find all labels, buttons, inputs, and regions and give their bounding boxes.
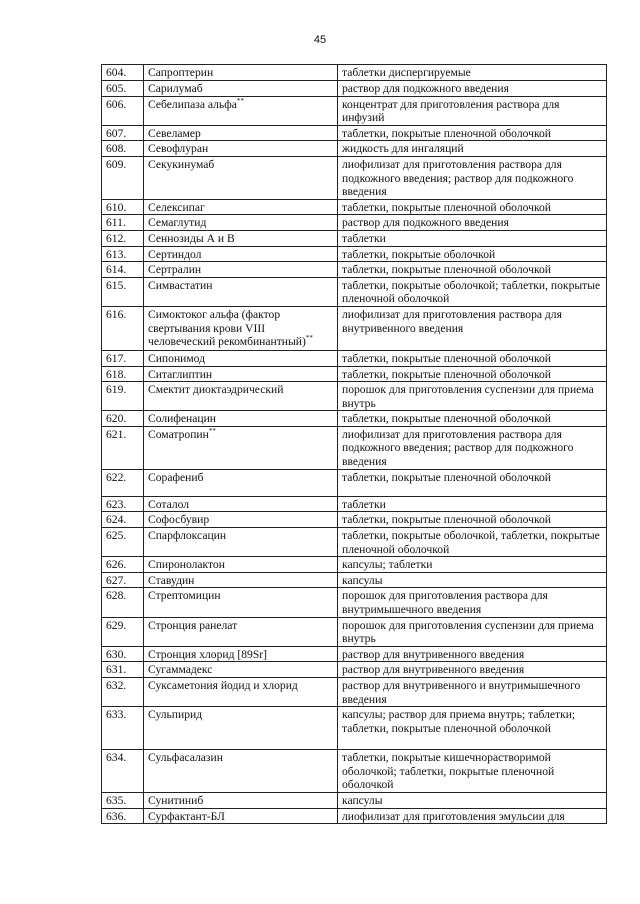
dosage-form: таблетки, покрытые кишечнорастворимой оболочкой; таблетки, покрытые пленочной оболочкой: [338, 750, 607, 793]
drug-name: Сорафениб: [148, 470, 204, 484]
row-number: 626.: [102, 557, 144, 573]
table-row: [102, 793, 607, 809]
drug-name: Селексипаг: [148, 200, 205, 214]
drug-name: Смектит диоктаэдрический: [148, 383, 284, 397]
table-row: [102, 588, 607, 617]
row-number: 606.: [102, 96, 144, 125]
drug-name-cell: [144, 678, 338, 707]
drug-name: Солифенацин: [148, 412, 216, 426]
drug-name-cell: [144, 230, 338, 246]
drug-name: Сапроптерин: [148, 66, 214, 79]
drug-name: Сеннозиды А и В: [148, 231, 235, 245]
table-row: [102, 411, 607, 427]
dosage-form: таблетки, покрытые пленочной оболочкой: [338, 411, 607, 427]
drug-name-cell: [144, 262, 338, 278]
table-row: [102, 528, 607, 557]
table-row: [102, 215, 607, 231]
drug-name: Софосбувир: [148, 513, 210, 527]
table-row: [102, 366, 607, 382]
table-row: [102, 199, 607, 215]
row-number: 633.: [102, 707, 144, 750]
dosage-form: таблетки, покрытые пленочной оболочкой: [338, 125, 607, 141]
drug-name-cell: [144, 793, 338, 809]
dosage-form: таблетки, покрытые пленочной оболочкой: [338, 512, 607, 528]
drug-name-cell: [144, 215, 338, 231]
dosage-form: таблетки, покрытые пленочной оболочкой: [338, 262, 607, 278]
table-row: [102, 81, 607, 97]
drug-name-cell: [144, 246, 338, 262]
row-number: 604.: [102, 65, 144, 81]
footnote-mark: **: [208, 427, 216, 436]
drug-name: Себелипаза альфа: [148, 97, 237, 111]
drug-name-cell: [144, 662, 338, 678]
dosage-form: таблетки, покрытые оболочкой: [338, 246, 607, 262]
table-row: [102, 141, 607, 157]
row-number: 636.: [102, 808, 144, 824]
drug-name: Сарилумаб: [148, 82, 203, 95]
table-row: [102, 306, 607, 350]
drug-name-cell: [144, 426, 338, 469]
row-number: 605.: [102, 81, 144, 97]
drug-name: Ситаглиптин: [148, 367, 213, 381]
drug-name-cell: [144, 366, 338, 382]
row-number: 621.: [102, 426, 144, 469]
dosage-form: капсулы; раствор для приема внутрь; таблетки; таблетки, покрытые пленочной оболочкой: [338, 707, 607, 750]
table-row: [102, 469, 607, 496]
drug-name-cell: [144, 617, 338, 646]
table-row: [102, 350, 607, 366]
dosage-form: таблетки диспергируемые: [338, 65, 607, 81]
drug-name-cell: [144, 411, 338, 427]
drug-name: Суксаметония йодид и хлорид: [148, 679, 298, 692]
drug-name: Сертиндол: [148, 247, 202, 261]
dosage-form: лиофилизат для приготовления раствора для внутривенного введения: [338, 306, 607, 350]
table-row: [102, 230, 607, 246]
table-row: [102, 678, 607, 707]
drug-name-cell: [144, 141, 338, 157]
drug-name: Сугаммадекс: [148, 663, 213, 677]
drug-name: Соталол: [148, 497, 190, 511]
table-row: [102, 707, 607, 750]
table-row: [102, 426, 607, 469]
table-row: [102, 646, 607, 662]
row-number: 623.: [102, 496, 144, 512]
dosage-form: таблетки: [338, 496, 607, 512]
dosage-form: таблетки, покрытые пленочной оболочкой: [338, 199, 607, 215]
dosage-form: лиофилизат для приготовления эмульсии для: [338, 808, 607, 824]
row-number: 609.: [102, 156, 144, 199]
drug-name: Семаглутид: [148, 216, 207, 230]
dosage-form: порошок для приготовления суспензии для приема внутрь: [338, 617, 607, 646]
drug-name-cell: [144, 646, 338, 662]
table-row: [102, 382, 607, 411]
dosage-form: раствор для внутривенного введения: [338, 662, 607, 678]
table-row: [102, 262, 607, 278]
row-number: 616.: [102, 306, 144, 350]
drug-name: Сипонимод: [148, 351, 206, 365]
row-number: 625.: [102, 528, 144, 557]
drug-name: Сурфактант-БЛ: [148, 809, 225, 823]
drug-name-cell: [144, 557, 338, 573]
drug-name-cell: [144, 156, 338, 199]
dosage-form: концентрат для приготовления раствора для инфузий: [338, 96, 607, 125]
drug-name: Сульпирид: [148, 708, 203, 722]
row-number: 631.: [102, 662, 144, 678]
row-number: 611.: [102, 215, 144, 231]
row-number: 624.: [102, 512, 144, 528]
drug-name-cell: [144, 350, 338, 366]
drug-name: Симоктоког альфа (фактор свертывания крови VIII человеческий рекомбинантный): [148, 307, 306, 349]
drug-name-cell: [144, 382, 338, 411]
row-number: 634.: [102, 750, 144, 793]
table-row: [102, 750, 607, 793]
drug-list-body: [102, 65, 607, 824]
drug-name: Сертралин: [148, 263, 202, 277]
dosage-form: таблетки, покрытые пленочной оболочкой: [338, 469, 607, 496]
row-number: 617.: [102, 350, 144, 366]
dosage-form: таблетки, покрытые пленочной оболочкой: [338, 366, 607, 382]
row-number: 630.: [102, 646, 144, 662]
row-number: 628.: [102, 588, 144, 617]
table-row: [102, 662, 607, 678]
drug-name-cell: [144, 588, 338, 617]
drug-name-cell: [144, 81, 338, 97]
dosage-form: лиофилизат для приготовления раствора для подкожного введения; раствор для подкожного введения: [338, 426, 607, 469]
row-number: 613.: [102, 246, 144, 262]
drug-name-cell: [144, 65, 338, 81]
table-row: [102, 496, 607, 512]
drug-name-cell: [144, 707, 338, 750]
row-number: 618.: [102, 366, 144, 382]
dosage-form: раствор для подкожного введения: [338, 81, 607, 97]
row-number: 635.: [102, 793, 144, 809]
dosage-form: капсулы; таблетки: [338, 557, 607, 573]
drug-name: Соматропин: [148, 427, 209, 441]
table-row: [102, 557, 607, 573]
dosage-form: таблетки, покрытые пленочной оболочкой: [338, 350, 607, 366]
dosage-form: порошок для приготовления суспензии для приема внутрь: [338, 382, 607, 411]
table-row: [102, 808, 607, 824]
drug-name-cell: [144, 572, 338, 588]
dosage-form: раствор для подкожного введения: [338, 215, 607, 231]
table-row: [102, 125, 607, 141]
row-number: 614.: [102, 262, 144, 278]
drug-name-cell: [144, 750, 338, 793]
drug-name: Стрептомицин: [148, 589, 221, 603]
row-number: 607.: [102, 125, 144, 141]
drug-name-cell: [144, 808, 338, 824]
drug-name: Сунитиниб: [148, 794, 204, 808]
row-number: 619.: [102, 382, 144, 411]
table-row: [102, 246, 607, 262]
dosage-form: раствор для внутривенного введения: [338, 646, 607, 662]
row-number: 610.: [102, 199, 144, 215]
drug-name-cell: [144, 496, 338, 512]
drug-name: Ставудин: [148, 573, 195, 587]
drug-name: Спиронолактон: [148, 558, 225, 572]
table-row: [102, 512, 607, 528]
table-row: [102, 96, 607, 125]
drug-name-cell: [144, 96, 338, 125]
drug-name-cell: [144, 528, 338, 557]
table-row: [102, 572, 607, 588]
drug-name-cell: [144, 469, 338, 496]
drug-name-cell: [144, 512, 338, 528]
page-number: 45: [313, 34, 327, 46]
drug-name: Севофлуран: [148, 142, 209, 156]
row-number: 608.: [102, 141, 144, 157]
dosage-form: порошок для приготовления раствора для внутримышечного введения: [338, 588, 607, 617]
table-row: [102, 65, 607, 81]
row-number: 632.: [102, 678, 144, 707]
drug-name: Стронция ранелат: [148, 618, 238, 632]
table-row: [102, 617, 607, 646]
dosage-form: капсулы: [338, 572, 607, 588]
row-number: 622.: [102, 469, 144, 496]
table-row: [102, 277, 607, 306]
row-number: 620.: [102, 411, 144, 427]
drug-name-cell: [144, 125, 338, 141]
dosage-form: таблетки: [338, 230, 607, 246]
drug-name: Севеламер: [148, 126, 201, 140]
footnote-mark: **: [236, 96, 244, 105]
row-number: 615.: [102, 277, 144, 306]
drug-name: Стронция хлорид [89Sr]: [148, 647, 268, 661]
table-row: [102, 156, 607, 199]
row-number: 627.: [102, 572, 144, 588]
dosage-form: жидкость для ингаляций: [338, 141, 607, 157]
dosage-form: раствор для внутривенного и внутримышечного введения: [338, 678, 607, 707]
drug-name-cell: [144, 199, 338, 215]
dosage-form: таблетки, покрытые оболочкой, таблетки, покрытые пленочной оболочкой: [338, 528, 607, 557]
drug-name: Спарфлоксацин: [148, 529, 227, 543]
drug-name: Секукинумаб: [148, 157, 215, 171]
dosage-form: лиофилизат для приготовления раствора для подкожного введения; раствор для подкожного введения: [338, 156, 607, 199]
drug-list-table: [101, 64, 607, 824]
dosage-form: таблетки, покрытые оболочкой; таблетки, покрытые пленочной оболочкой: [338, 277, 607, 306]
drug-name: Симвастатин: [148, 278, 213, 292]
row-number: 612.: [102, 230, 144, 246]
row-number: 629.: [102, 617, 144, 646]
dosage-form: капсулы: [338, 793, 607, 809]
drug-name: Сульфасалазин: [148, 751, 223, 765]
drug-name-cell: [144, 277, 338, 306]
footnote-mark: **: [305, 334, 313, 343]
drug-name-cell: [144, 306, 338, 350]
